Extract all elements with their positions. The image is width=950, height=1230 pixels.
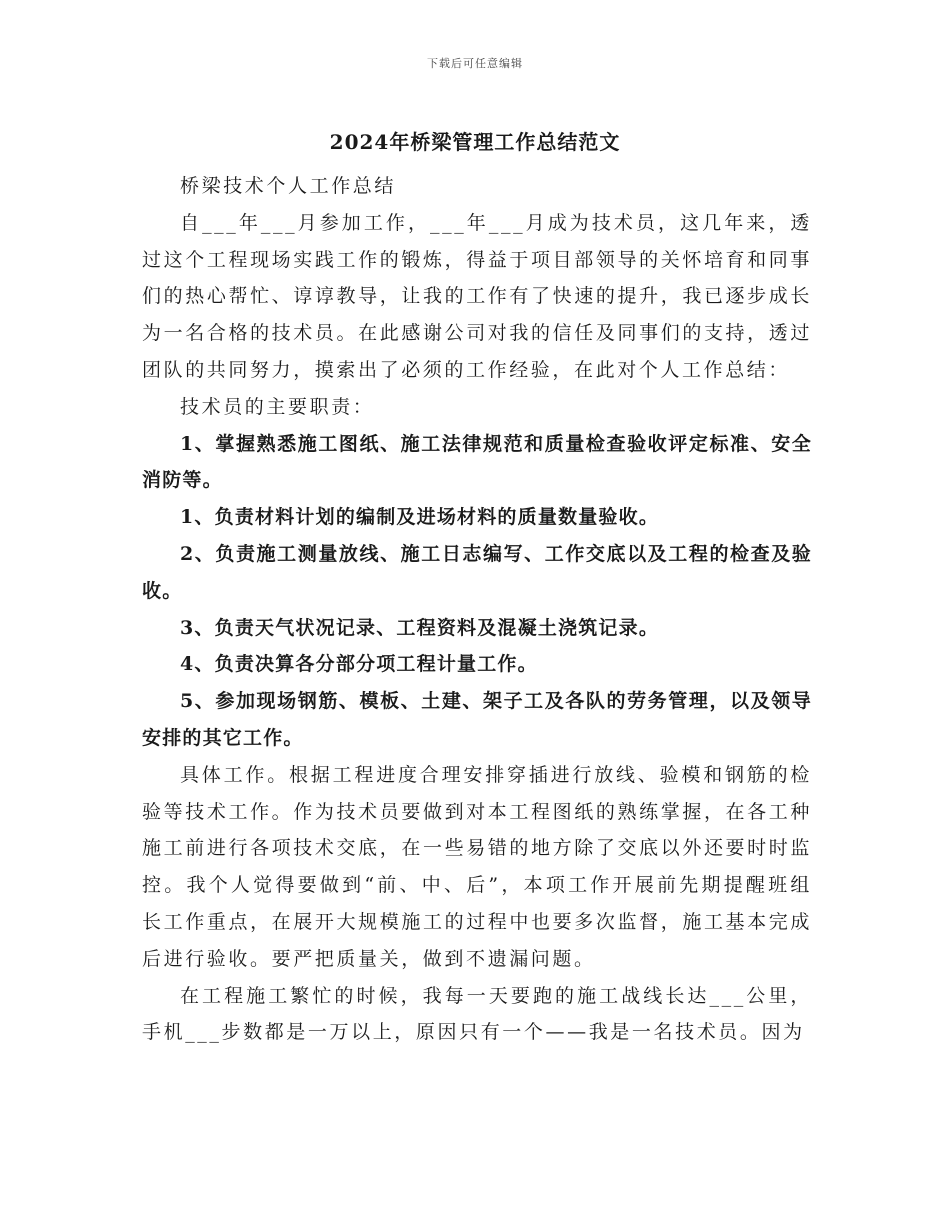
document-body [142, 168, 812, 1051]
document-title: 2024年桥梁管理工作总结范文 [329, 130, 621, 154]
duty-item: 4、负责决算各分部分项工程计量工作。 [180, 653, 538, 676]
paragraph-duties-heading: 技术员的主要职责： [180, 395, 375, 418]
paragraph-busy-period: 在工程施工繁忙的时候，我每一天要跑的施工战线长达___公里，手机___步数都是一万以上，原因只有一个——我是一名技术员。因为 [142, 984, 812, 1044]
duty-item: 1、掌握熟悉施工图纸、施工法律规范和质量检查验收评定标准、安全消防等。 [142, 432, 812, 492]
paragraph-subtitle: 桥梁技术个人工作总结 [180, 175, 397, 197]
duty-item: 2、负责施工测量放线、施工日志编写、工作交底以及工程的检查及验收。 [142, 542, 812, 602]
duty-item: 5、参加现场钢筋、模板、土建、架子工及各队的劳务管理，以及领导安排的其它工作。 [142, 690, 812, 749]
header-note: 下载后可任意编辑 [427, 57, 523, 70]
paragraph-specific-work: 具体工作。根据工程进度合理安排穿插进行放线、验模和钢筋的检验等技术工作。作为技术员要做到对本工程图纸的熟练掌握，在各工种施工前进行各项技术交底，在一些易错的地方除了交底以外还要时时监控。我个人觉得要做到“前、中、后”，本项工作开展前先期提醒班组长工作重点，在展开大规模施工的过程中也要多次监督，施工基本完成后进行验收。要严把质量关，做到不遗漏问题。 [142, 763, 812, 970]
duty-item: 1、负责材料计划的编制及进场材料的质量数量验收。 [180, 506, 660, 529]
paragraph-intro: 自___年___月参加工作，___年___月成为技术员，这几年来，透过这个工程现场实践工作的锻炼，得益于项目部领导的关怀培育和同事们的热心帮忙、谆谆教导，让我的工作有了快速的提升，我已逐步成长为一名合格的技术员。在此感谢公司对我的信任及同事们的支持，透过团队的共同努力，摸索出了必须的工作经验，在此对个人工作总结： [142, 211, 812, 381]
duty-item: 3、负责天气状况记录、工程资料及混凝土浇筑记录。 [180, 616, 660, 639]
